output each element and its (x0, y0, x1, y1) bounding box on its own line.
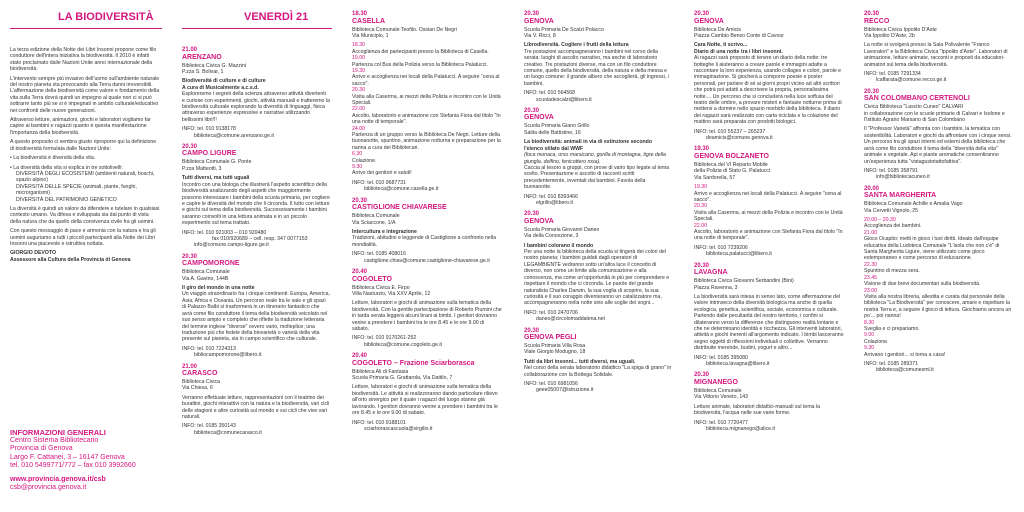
event-title: Tutti da libri insonni... tutti diversi, ma uguali. (524, 358, 636, 365)
event-subtitle: Diario di una notte tra i libri insonni. (694, 48, 783, 55)
info-line-2: Provincia di Genova (10, 445, 73, 453)
event-place: COGOLETO (352, 275, 392, 283)
event-email[interactable]: castiglione.chiav@comune.castiglione-chiavarese.ge.it (364, 257, 490, 264)
event-time: 21.00 (182, 363, 198, 370)
event-description: La biodiversità sarà intesa in senso lato, come affermazione del valore intrinseco della diversità biologica ma anche di quella ecologica, genetica, scientifica, sociale, economica e culturale. Partendo dalle peculiarità del nostro territorio, i confini si dilateranno verso la differenze che distinguono realtà lontane e che ne determinano identità e ricchezza. Gli interventi laboratori, attività e giochi inerenti all'argomento indicato. I bimbi lasceranno segno oggetti di riflessioni individuali o collettive. Verranno distribuite merende, budini, yogurt e altro... (694, 293, 844, 352)
event-time: 20.30 (864, 88, 880, 95)
event-title: La biodiversità: animali in via di estinzione secondo l'elenco stilato dal WWF (524, 139, 652, 152)
venue-line: Biblioteca Ali di Fantasia (352, 368, 409, 375)
schedule-time: 22.00 (352, 106, 365, 113)
venue-line: Scuola Primaria G. Grattarola, Via Dattilo, 7 (352, 375, 453, 382)
event-description: Il "Professor Varietà" affronta con i bambini, la tematica con sostenibilità. Laboratori e giochi da affrontare con i cinque sensi. Un percorso tra gli spazi interni ed esterni della biblioteca che avrà come filo conduttore il tema della "diversità della vita" animale e vegetale. Api e piante aromatiche consentiranno un'esperienza tutta "vistagustotattofattiva". (864, 126, 1012, 165)
event-place: CAMPOMORONE (182, 260, 240, 268)
event-info: INFO: tel. 010 9138178 (182, 126, 236, 133)
event-description: Verranno effettuate letture, rappresentazioni con il teatrino dei burattini, giochi interattivi con la natura e la biodiversità, vari cicli delle stagioni e altre curiosità sul mondo e sui cicli che vive vari naturali. (182, 394, 330, 421)
events-column-6 (864, 0, 1016, 512)
event-description: La notte si svolgerà presso la Sala Polivalente "Franco Lavoratori" e la Biblioteca Civica "Ippolito d'Aste". Laboratori di animazione, letture animate, racconti e proposti da educatori-animatori sul tema della biodiversità. (864, 42, 1008, 68)
event-place: COGOLETO – Frazione Sciarborasca (352, 359, 475, 367)
event-fax: fax 010/920689 – cell. resp. 347 0077153 (212, 235, 308, 242)
venue-line: Via V. Ricci, 8 (524, 32, 556, 39)
events-column-2 (182, 0, 332, 512)
event-title: Cara Notte, ti scrivo... (694, 42, 748, 49)
venue-line: Via Municipio, 1 (352, 32, 389, 39)
schedule-time: 9.00 (864, 332, 875, 339)
event-info: INFO: tel. 0185 358791 (864, 167, 918, 174)
schedule-item: Arrivo e accoglienza nei locali della Palatucci. A seguire "cena al sacco". (352, 74, 500, 87)
schedule-time: 19.00 (352, 55, 365, 62)
venue-line: Piazza Cambio Benso Conte di Cavour (694, 32, 784, 39)
title-biodiversita: LA BIODIVERSITÀ (58, 11, 154, 23)
schedule-item: Spuntino di mezza sera. (864, 268, 920, 275)
event-info: INFO: tel. 010 9170261-252 (352, 335, 417, 342)
event-email[interactable]: biblioteca@comune.arenzano.ge.it (194, 132, 274, 139)
intro-level-3: DIVERSITÀ DEL PATRIMONIO GENETICO (16, 196, 117, 203)
title-venerdi: VENERDÌ 21 (244, 11, 309, 23)
signature-name: GIORGIO DEVOTO (10, 250, 57, 257)
intro-bullet-1: • La biodiversità è diversità della vita. (10, 155, 96, 162)
event-email[interactable]: daneo@circolomaddalena.net (536, 316, 606, 323)
info-line-3: Largo F. Cattanei, 3 – 16147 Genova (10, 453, 125, 461)
event-time: 20.30 (182, 143, 198, 150)
schedule-time: 21.00 (864, 229, 877, 236)
venue-line: della Polizia di Stato G. Palatucci (694, 168, 771, 175)
event-email[interactable]: scuoladescalzi@libero.it (536, 96, 592, 103)
event-place: ARENZANO (182, 53, 222, 61)
schedule-time: 23.45 (864, 274, 877, 281)
schedule-item: Gioco Ocapito: metti in gioco i tuoi diritti. Ideato dall'equipe educativa della Ludoteca Comunale "L'isola che non c'è" di Santa Margherita Ligure, viene utilizzato come gioco estemporaneo e come percorso di educazione. (864, 236, 1000, 262)
event-info: INFO: tel. 010 564568 (524, 90, 576, 97)
venue-line: Civica Biblioteca "Lascito Cuneo" CALVARI (864, 104, 964, 111)
event-time: 20.00 (864, 185, 880, 192)
event-description: Letture animate, laboratori didattici-manuali sul tema la biodiversità, l'acqua nelle sue varie forme. (694, 403, 821, 417)
event-time: 20.30 (694, 372, 710, 379)
schedule-item: Visita alla Caserma, ai mezzi della Polizia e incontro con le Unità Speciali. (694, 209, 843, 223)
event-email[interactable]: info@bibliotecacuneo.it (876, 174, 930, 181)
venue-line: Viale Giorgio Modugno, 18 (524, 349, 586, 356)
venue-line: Via Ippolito D'Aste, 2b (864, 32, 915, 39)
signature-role: Assessore alla Cultura della Provincia di Genova (10, 256, 131, 263)
schedule-item: Ascolto, laboratorio e animazione con Stefania Fiora dal titolo "In una notte di temporale". (352, 112, 501, 126)
venue-line: P.zza Matteotti, 3 (182, 165, 222, 172)
event-time: 20.30 (524, 11, 540, 17)
event-place: CAMPO LIGURE (182, 150, 237, 158)
event-place: CASTIGLIONE CHIAVARESE (352, 204, 447, 212)
event-title: Tutti diversi, ma tutti uguali (182, 175, 250, 182)
venue-line: Piazza Ravenna, 3 (694, 284, 738, 291)
event-email[interactable]: biblioteca.lavagna@libero.it (706, 360, 770, 367)
schedule-item: Ascolto, laboratorio e animazione con Stefania Fiora dal titolo "In una notte di temporale". (694, 228, 843, 242)
event-time: 20.30 (524, 327, 540, 334)
event-place: CASELLA (352, 17, 386, 25)
venue-line: Biblioteca Comunale (352, 213, 400, 220)
schedule-time: 19.30 (352, 67, 365, 74)
schedule-item: Colazione. (352, 157, 377, 164)
event-info: INFO: tel. 010 7224313 (182, 345, 236, 352)
schedule-time: 9.30 (352, 164, 363, 171)
event-place: LAVAGNA (694, 269, 728, 277)
event-email[interactable]: biblioteca@comune.cogoleto.ge.it (364, 341, 442, 348)
schedule-time: 19.30 (694, 184, 707, 191)
schedule-item: Visione di due brevi documentari sulla biodiversità. (864, 281, 981, 288)
intro-bullet-2: • La diversità della vita si esplica in tre sottolivelli: (10, 164, 123, 171)
event-info: INFO: tel. 0185 289371 (864, 360, 918, 367)
schedule-time: 20.30 (352, 87, 365, 94)
info-email-link[interactable]: csb@provincia.genova.it (10, 484, 87, 492)
event-place: CARASCO (182, 370, 218, 378)
event-info: INFO: tel. 0185 7291334 (864, 70, 921, 77)
venue-line: in collaborazione con le scuole primarie di Calvari e Isolone e l'Istituto Agrario Marsano di San Colombano (864, 110, 1005, 124)
event-info: INFO: tel. 010 7239206 (694, 244, 748, 251)
event-place: GENOVA BOLZANETO (694, 152, 769, 160)
event-time: 20.30 (182, 253, 198, 260)
event-place: SAN COLOMBANO CERTENOLI (864, 95, 970, 103)
event-time: 20.30 (524, 211, 540, 218)
event-description: Tre postazioni accompagneranno i bambini nel corso della serata: luoghi di ascolto narrativo, ma anche di laboratorio creativo. Tre postazioni diverse, ma con un filo conduttore comune, quello della biodiversità, della natura e della messa e un luogo comune: il grande albero che accoglierà, gli ingressi, i bambini. (524, 48, 669, 87)
event-email[interactable]: lcaffarata@comune.recco.ge.it (876, 77, 947, 84)
schedule-item: Colazione. (864, 338, 889, 345)
event-time: 20.30 (864, 11, 880, 17)
venue-line: Via Chiesa, 6 (182, 385, 213, 392)
schedule-item: Visita alla Caserma, ai mezzi della Polizia e incontro con le Unità Speciali. (352, 93, 501, 106)
event-subtitle: A cura di Musicalmente a.c.s.d. (182, 84, 259, 91)
event-email[interactable]: biblioteca@comunecarasco.it (194, 429, 262, 436)
venue-line: Salita delle Battistine, 16 (524, 129, 581, 136)
event-title: Biodiversità di culture e di culture (182, 78, 266, 85)
event-place: GENOVA (524, 217, 554, 225)
venue-line: Via Cervetti Vignolo, 25 (864, 207, 919, 214)
event-description: Ai ragazzi sarà proposto di tenere un diario della notte: tre botteghe li aiuteranno a creare parole e immagini adatte a raccontare la loro esperienza, usando collages e colori, parole e immaginazione. Si giocherà a comporre poesie e poster personali, per parlare di sé ai giorni propri vicino ad altri scrittori che potrà poi adatti a descrivere la propria, personalissima notte.... Un percorso che si concluderà nella luce soffusa del teatro delle ombre, a provare misteri e fantasie notturne prima di mettersi a dormire nello spazio morbido della biblioteca. Il diario dei ragazzi sarà realizzato con carta riciclata e la colazione del mattino sarà preparata con prodotti biologici. (694, 55, 842, 126)
venue-line: Biblioteca Comunale (694, 387, 742, 394)
event-email[interactable]: sciarborascascuola@virgilio.it (364, 425, 433, 432)
venue-line: Biblioteca Civica G. Mazzini (182, 62, 247, 69)
venue-line: Via della Concezione, 3 (524, 233, 579, 240)
schedule-time: 9.30 (864, 345, 875, 352)
intro-paragraph-2: L'intervento sempre più invasivo dell'uomo sull'ambiente naturale del nostro pianeta sta provocando alla Terra danni irreversibili. L'affermazione della biodiversità come valore e fondamento della vita sulla Terra dovrà quindi un impegno al quale non ci si può sottrarre tanto più se si è impegnati in ambito culturale/educativo nei confronti delle nuove generazioni. (10, 75, 160, 114)
schedule-item: Arrivo e accoglienza nei locali della Palatucci. A seguire "cena al sacco". (694, 190, 842, 203)
event-email[interactable]: elgrillo@libero.it (536, 199, 573, 206)
venue-line: Biblioteca Civica Giovanni Serbandini (Bini) (694, 278, 794, 285)
event-place: GENOVA PEGLI (524, 334, 577, 342)
venue-line: Via Vittorio Veneto, 143 (694, 394, 749, 401)
schedule-item: Partenza di un gruppo verso la Biblioteca De Negri. Letture della buonanotte, spuntino, animazione notturna e preparazione per la nanna a cura dei Bibliotecari. (352, 132, 501, 151)
info-line-4: tel. 010 5499771/772 – fax 010 3992660 (10, 462, 136, 470)
event-info: INFO: tel. 010 7720477 (694, 419, 748, 426)
event-email[interactable]: info@comune.campo-ligure.ge.it (194, 242, 269, 249)
event-time: 20.30 (524, 107, 540, 114)
intro-level-1: DIVERSITÀ DEGLI ECOSISTEMI (ambienti naturali, boschi, spazio alpino) (16, 170, 155, 184)
event-info: INFO: tel. 0185 395080 (694, 354, 748, 361)
event-time: 20.40 (352, 353, 368, 360)
schedule-time: 23.00 (864, 287, 877, 294)
events-column-5 (694, 0, 846, 512)
info-line-1: Centro Sistema Bibliotecario (10, 437, 99, 444)
event-description: Caccia al tesoro a gruppi, con prove di vario tipo legate al tema scelto. Presentazione e ascolto di racconti scritti precedentemente, inventati dai bambini. Favola della buonanotte. (524, 164, 670, 191)
event-email[interactable]: biblioteca.mignanego@alice.it (706, 425, 775, 432)
event-email[interactable]: biblioteca@comunesml.it (876, 367, 934, 374)
venue-line: Via Sciaccone, 1/A (352, 219, 396, 226)
event-description: Nel corso della serata laboratorio didattico "La spiga di grano" in collaborazione con la Bottega Solidale. (524, 365, 672, 378)
title-underline (10, 28, 162, 29)
event-time: 20.40 (352, 269, 368, 275)
schedule-item: Visita alla nostra libreria, allestita e curata dal personale della biblioteca "La Biodiversità" per conoscere, amare e rispettare la nostra Terra e, a seguire il gioco di lettura. Giochiamo ancora un po'... poi nanna! (864, 293, 1012, 320)
venue-line: Biblioteca Comunale Teofilo. Ossian De Negri (352, 26, 457, 33)
venue-line: Biblioteca Comunale G. Ponte (182, 159, 252, 166)
event-time: 21.00 (182, 47, 198, 53)
schedule-item: Partenza col Bus della Polizia verso la Biblioteca Palatucci. (352, 61, 488, 68)
venue-line: Biblioteca Civica E. Firpo (352, 284, 410, 291)
schedule-item: Arrivo dei genitori e saluti! (352, 170, 412, 177)
venue-line: Biblioteca del VI Reparto Mobile (694, 161, 768, 168)
title-underline-2 (182, 28, 332, 29)
info-web-link[interactable]: www.provincia.genova.it/csb (10, 475, 106, 483)
event-description: Un viaggio straordinario fra i cinque continenti: Europa, America, Asia, Africa e Oceania. Un percorso reale tra le sale e gli spazi di Palazzo Balbi si trasformerà in un itinerario fantastico che avrà come filo conduttore il tema della biodiversità veicolato nel suo senso ampio e completo che riflette la tradizione letteraria del termine inglese "diverse" ovvero vario, molteplice; una traduzione più che fedele della biovarietà o varietà della vita presente sul pianeta, sia in campo scientifico che culturale. (182, 291, 330, 343)
venue-line: Via A. Gavino, 144B (182, 275, 229, 282)
intro-paragraph-3: Attraverso letture, animazioni, giochi e laboratori vogliamo far capire ai bambini e ragazzi quanto è questa manifestazione l'importanza della biodiversità. (10, 117, 151, 136)
event-time: 20.30 (352, 197, 368, 204)
event-info: INFO: tel. 010 921003 – 010 920480 (182, 229, 267, 236)
events-column-4 (524, 0, 674, 512)
intro-paragraph-5: La diversità è quindi un valore da difendere e tutelare in qualsiasi contesto umano. Va difesa e sviluppata sia dal punto di vista della natura che da quello della convivenza civile fra gli uomini. (10, 205, 160, 225)
schedule-time: 20.30 (694, 203, 707, 210)
venue-line: Villa Nasturzio, Via XXV Aprile, 12 (352, 290, 431, 297)
event-description: Letture, laboratori e giochi di animazione sulla tematica della biodiversità. Le attività si realizzeranno dando particolare rilievo all'orto sinergico per il quale i ragazzi del luogo stanno già lavorando. I genitori dovranno venire a prendere i bambini tra le ore 8.45 e le ore 9.00 di sabato. (352, 384, 498, 417)
schedule-time: 22.30 (864, 261, 877, 268)
event-title: Librodiversità. Cogliere i frutti della lettura (524, 42, 629, 49)
event-place: GENOVA (524, 17, 554, 25)
schedule-time: 18.30 (352, 42, 365, 49)
venue-line: Via Sardorella, 57 (694, 174, 736, 181)
event-email[interactable]: bibliocampomorone@libero.it (194, 352, 262, 359)
event-info: INFO: tel. 010 2470706 (524, 309, 578, 316)
event-info: INFO: tel. 0185 350143 (182, 423, 236, 430)
schedule-time: 8.30 (864, 319, 875, 326)
schedule-time: 20.00 – 20.30 (864, 217, 896, 224)
event-time: 19.30 (694, 146, 710, 153)
event-info: INFO: tel. 0185 408016 (352, 251, 406, 258)
event-time: 20.30 (694, 262, 710, 269)
venue-line: P.zza S. Bolivar, 1 (182, 68, 224, 75)
event-subtitle: (foca monaca, orso marsicano, gorilla di montagna, tigre della giungla, delfino, fenicottero rosa). (524, 152, 666, 165)
intro-paragraph-4: A questo proposito ci sembra giusto riproporre qui la definizione di biodiversità formulata dalle Nazioni Unite: (10, 139, 157, 152)
event-place: SANTA MARGHERITA (864, 192, 937, 200)
event-info: INFO: tel. 010 9687731 (352, 179, 406, 186)
venue-line: Scuola Primaria Villa Rosa (524, 343, 586, 350)
schedule-time: 24.00 (352, 125, 365, 132)
event-info: INFO: tel. 010 55237 – 265237 (694, 128, 766, 135)
event-info: INFO: tel. 010 9188101 (352, 419, 406, 426)
intro-column (10, 0, 162, 512)
schedule-item: Sveglia e ci prepariamo. (864, 325, 920, 332)
event-description: Incontro con una biologa che illustrerà l'aspetto scientifico della biodiversità analizzando degli aspetti che maggiormente possono interessare i bambini della scuola primaria, per cogliere e capire le diversità del mondo che li circonda. Il tutto con letture e giochi sul tema della biodiversità. Successivamente i bambini saranno coinvolti in una lettura animata e in un piccolo esperimento sul tema trattato. (182, 181, 330, 227)
schedule-time: 6.30 (352, 151, 363, 158)
event-place: RECCO (864, 17, 890, 25)
event-time: 20.30 (694, 11, 710, 17)
event-place: GENOVA (524, 114, 554, 122)
schedule-item: Accoglienza dei partecipanti presso la Biblioteca di Casella. (352, 48, 489, 55)
event-place: MIGNANEGO (694, 378, 738, 386)
venue-line: Biblioteca Civica (182, 379, 221, 386)
info-title: INFORMAZIONI GENERALI (10, 428, 106, 437)
event-time: 18.30 (352, 11, 368, 17)
event-description: Letture, laboratori e giochi di animazione sulla tematica della biodiversità. Con la gentile partecipazione di Roberto Piumini che in tarda serata leggerà alcuni brani ai bimbi. I genitori dovranno venire a prendere i bambini tra le ore 8.45 e le ore 9.00 di sabato. (352, 300, 502, 332)
venue-line: Biblioteca De Amicis (694, 26, 741, 33)
intro-paragraph-6: Con questo messaggio di pace e armonia con la natura e tra gli uomini auguriamo a tutti i piccoli partecipanti alla Notte dei Libri Insonni una piacevole e istruttiva nottata. (10, 228, 156, 247)
event-info: INFO: tel. 010 6981056 (524, 381, 578, 388)
event-description: Esploreremo i segreti della scienza attraverso attività divertenti e curiose con esperimenti, giochi, attività manuali e tratteremo la biodiversità culturale esplorando la diversità di linguaggi, fisica attraverso esperienze espressive e narrative utilizzando bellissimi libri!!! (182, 91, 330, 123)
schedule-item: Arrivano i genitori... si torna a casa! (864, 351, 946, 358)
venue-line: Scuola Primaria De Scalzi Polacco (524, 26, 604, 33)
event-title: Il giro del mondo in una notte (182, 285, 255, 292)
intro-level-2: DIVERSITÀ DELLE SPECIE (animali, piante, funghi, microrganismi) (16, 183, 137, 197)
event-title: I bambini colorano il mondo (524, 242, 594, 249)
event-place: GENOVA (694, 17, 724, 25)
event-email[interactable]: deamicis@comune.genova.it (706, 135, 773, 141)
event-email[interactable]: biblioteca@comune.casella.ge.it (364, 186, 439, 193)
schedule-time: 22.00 (694, 222, 707, 229)
schedule-item: Accoglienza dei bambini. (864, 223, 922, 230)
event-email[interactable]: biblioteca.palatucci@libero.it (706, 251, 772, 258)
venue-line: Biblioteca Civica Ippolito D'Aste (864, 26, 937, 33)
intro-paragraph-1: La terza edizione della Notte dei Libri Insonni propone come filo conduttore dell'intera iniziativa la biodiversità. Il 2010 è infatti stato proclamato dalle Nazioni Unite anno internazionale della biodiversità. (10, 47, 157, 73)
venue-line: Scuola Primaria Giano Grillo (524, 123, 590, 130)
event-description: Per una notte la biblioteca della scuola si tingerà dei colori del nostro pianeta; i bambini guidati dagli operatori di LEGAMBIENTE vedranno sotto un'altra luce il concetto di diverso, non come un limite alla comunicazione e alla conoscenza, ma come un'opportunità in più per comprendere e rispettare il mondo che ci circonda. Le parole del grande naturalista Charles Darwin, la sua voglia di scoprire, la sua curiosità e il suo coraggio diventeranno un catalizzatore ma, accompagneranno nella notte sino alle soglie dei sogni... (524, 249, 670, 307)
event-email[interactable]: geee05007@istruzione.it (536, 387, 594, 394)
event-title: Intercultura e integrazione (352, 228, 417, 235)
events-column-3 (352, 0, 504, 512)
venue-line: Biblioteca Comunale (182, 269, 230, 276)
event-description: Tradizioni, abitudini e leggende di Castiglione a confronto nella mondialità. (352, 235, 496, 248)
event-info: INFO: tel. 010 8393466 (524, 193, 578, 200)
venue-line: Biblioteca Comunale Achille e Amalia Vago (864, 201, 963, 208)
venue-line: Scuola Primaria Giovanni Daneo (524, 226, 600, 233)
